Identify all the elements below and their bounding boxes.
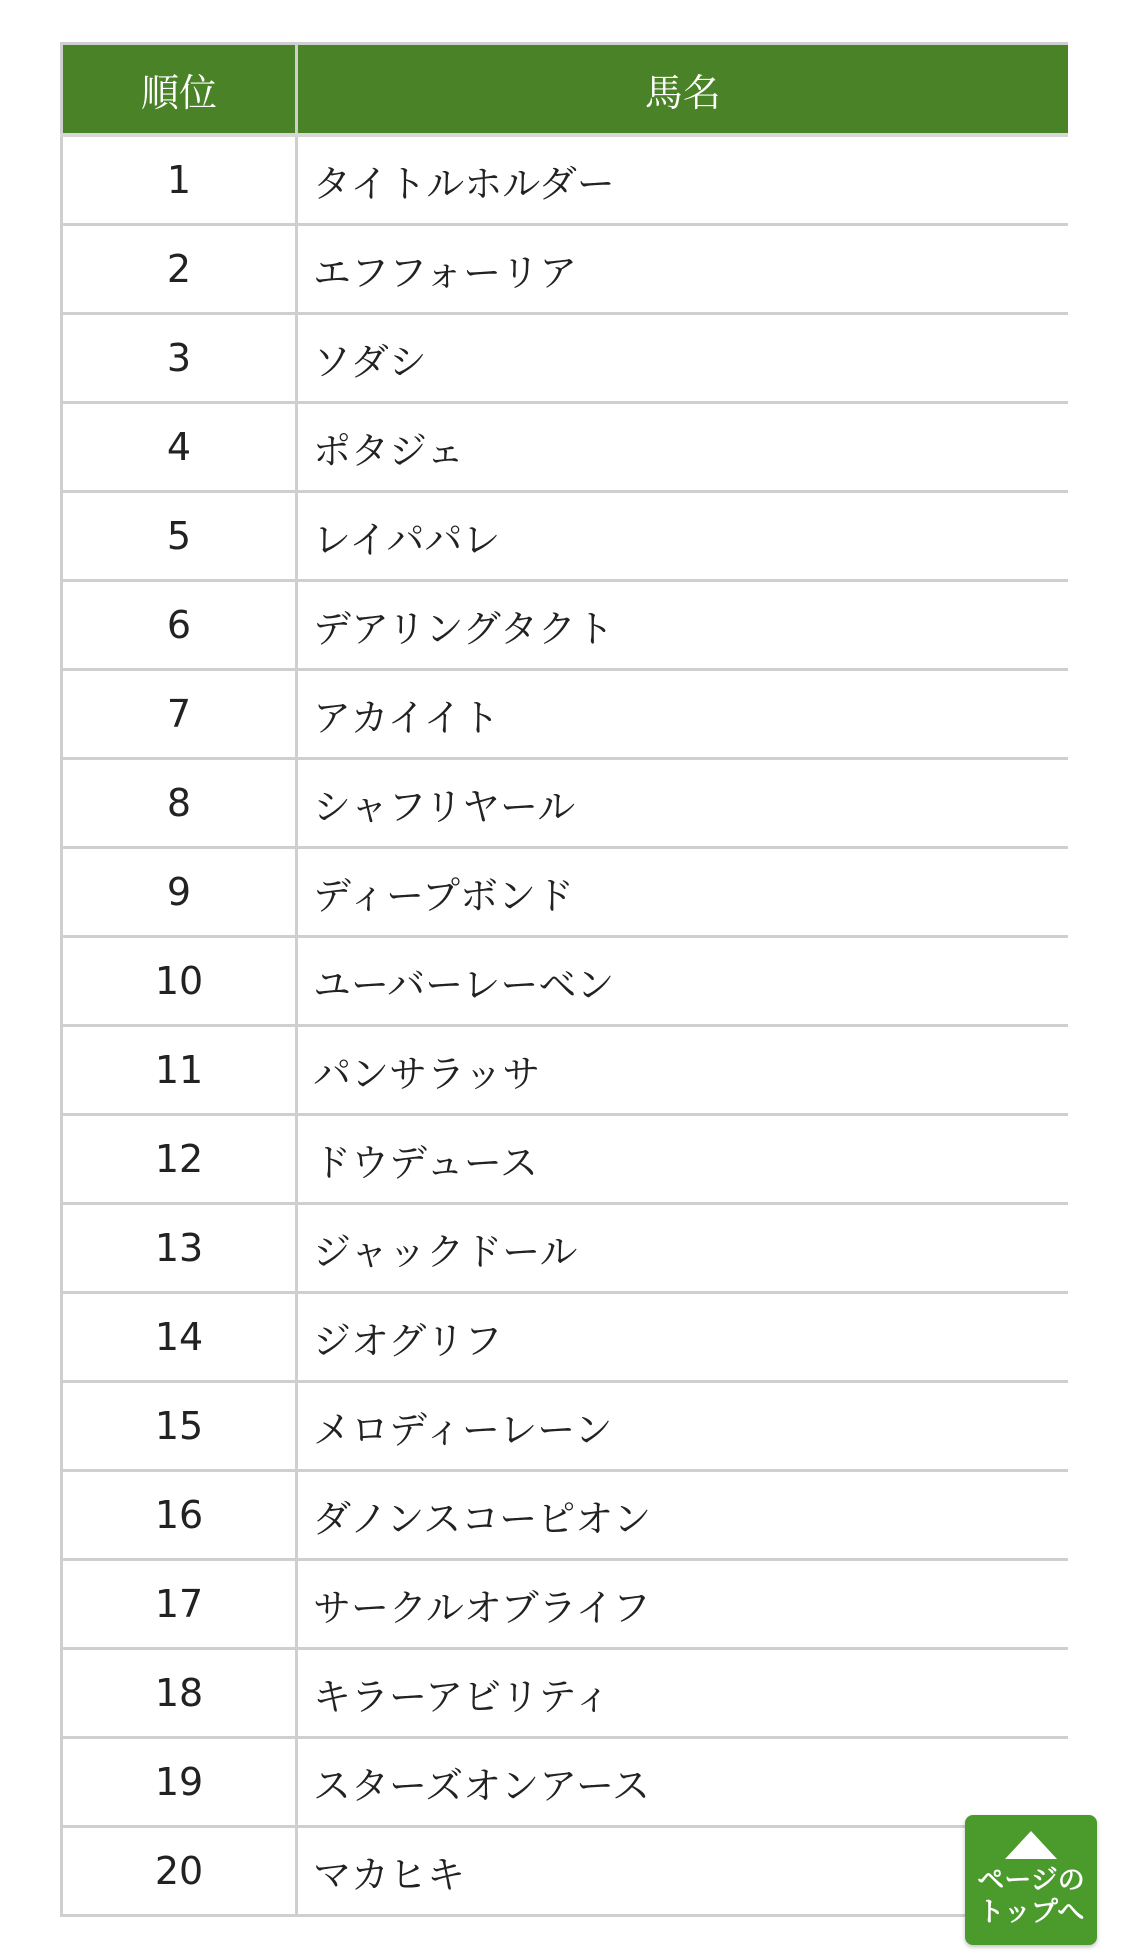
horse-name-cell: アカイイト [297, 670, 1068, 759]
table-row [62, 759, 1068, 848]
horse-name-cell: ダノンスコーピオン [297, 1471, 1068, 1560]
rank-cell: 10 [62, 937, 297, 1026]
horse-name-cell: ディープボンド [297, 848, 1068, 937]
table-row [62, 492, 1068, 581]
horse-name-cell: メロディーレーン [297, 1382, 1068, 1471]
rank-column-header: 順位 [62, 44, 297, 136]
table-row [62, 403, 1068, 492]
table-row [62, 1204, 1068, 1293]
rank-cell: 4 [62, 403, 297, 492]
table-row [62, 1115, 1068, 1204]
rank-cell: 6 [62, 581, 297, 670]
rank-cell: 13 [62, 1204, 297, 1293]
ranking-table [60, 42, 1068, 1917]
rank-cell: 18 [62, 1649, 297, 1738]
horse-name-cell: エフフォーリア [297, 225, 1068, 314]
table-row [62, 135, 1068, 225]
horse-name-cell: レイパパレ [297, 492, 1068, 581]
back-to-top-button[interactable] [965, 1815, 1097, 1945]
horse-name-cell: ユーバーレーベン [297, 937, 1068, 1026]
back-to-top-label: ページの トップへ [977, 1865, 1085, 1928]
table-row [62, 848, 1068, 937]
horse-name-cell: デアリングタクト [297, 581, 1068, 670]
horse-name-cell: ジオグリフ [297, 1293, 1068, 1382]
rank-cell: 16 [62, 1471, 297, 1560]
rank-cell: 1 [62, 135, 297, 225]
rank-cell: 5 [62, 492, 297, 581]
rank-cell: 20 [62, 1827, 297, 1916]
horse-name-cell: スターズオンアース [297, 1738, 1068, 1827]
table-body [62, 135, 1068, 1916]
rank-cell: 8 [62, 759, 297, 848]
rank-cell: 2 [62, 225, 297, 314]
rank-cell: 17 [62, 1560, 297, 1649]
horse-name-cell: タイトルホルダー [297, 135, 1068, 225]
horse-name-cell: マカヒキ [297, 1827, 1068, 1916]
table-row [62, 1471, 1068, 1560]
horse-name-cell: ソダシ [297, 314, 1068, 403]
horse-name-cell: ポタジェ [297, 403, 1068, 492]
rank-cell: 15 [62, 1382, 297, 1471]
triangle-up-icon [1005, 1831, 1057, 1859]
horse-name-cell: ジャックドール [297, 1204, 1068, 1293]
table-header [62, 44, 1068, 136]
rank-cell: 19 [62, 1738, 297, 1827]
table-row [62, 1026, 1068, 1115]
rank-cell: 3 [62, 314, 297, 403]
horse-name-cell: サークルオブライフ [297, 1560, 1068, 1649]
horse-name-cell: キラーアビリティ [297, 1649, 1068, 1738]
table-row [62, 1738, 1068, 1827]
table-row [62, 1827, 1068, 1916]
horse-name-cell: ドウデュース [297, 1115, 1068, 1204]
table-row [62, 1649, 1068, 1738]
table-row [62, 1293, 1068, 1382]
name-column-header: 馬名 [297, 44, 1068, 136]
table-row [62, 1382, 1068, 1471]
header-row [62, 44, 1068, 136]
table-row [62, 670, 1068, 759]
table-row [62, 1560, 1068, 1649]
table-row [62, 581, 1068, 670]
rank-cell: 7 [62, 670, 297, 759]
horse-name-cell: パンサラッサ [297, 1026, 1068, 1115]
table-row [62, 937, 1068, 1026]
rank-cell: 9 [62, 848, 297, 937]
horse-name-cell: シャフリヤール [297, 759, 1068, 848]
table-row [62, 225, 1068, 314]
table-row [62, 314, 1068, 403]
rank-cell: 14 [62, 1293, 297, 1382]
rank-cell: 11 [62, 1026, 297, 1115]
rank-cell: 12 [62, 1115, 297, 1204]
